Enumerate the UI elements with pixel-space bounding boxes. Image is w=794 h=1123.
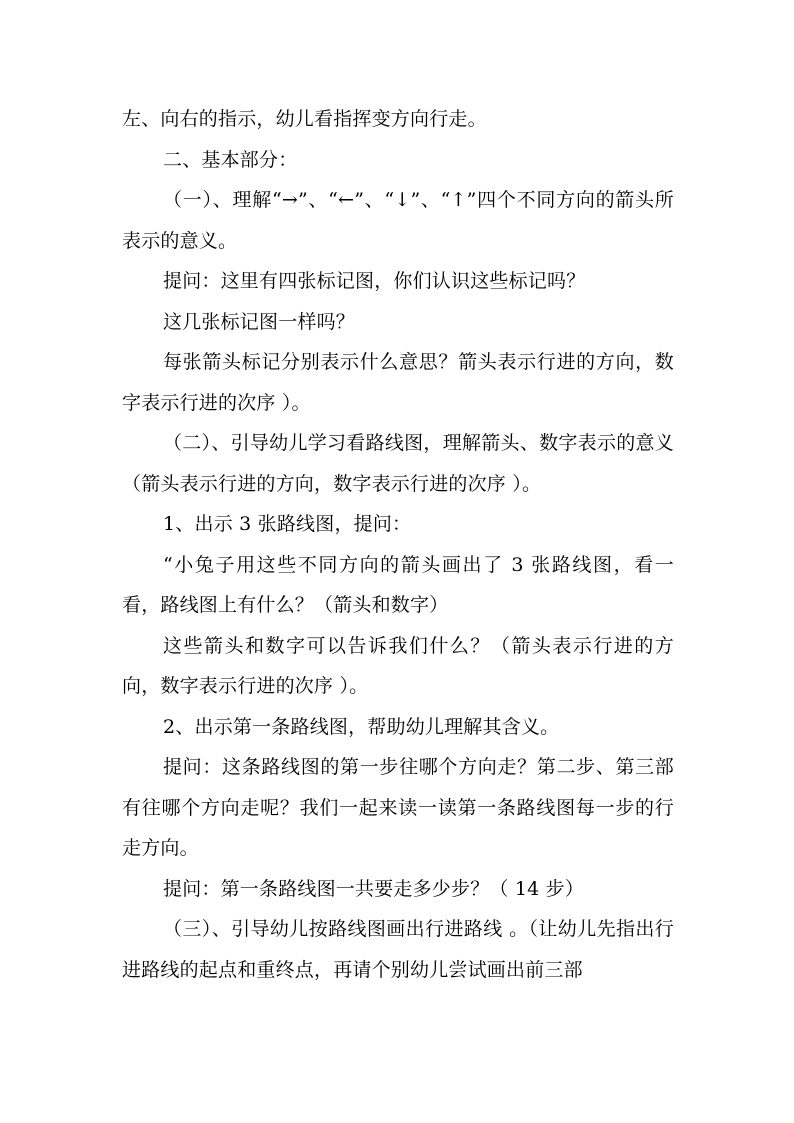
paragraph-2: 二、基本部分： [163,148,298,171]
paragraph-13: 提问：第一条路线图一共要走多少步？（ 14 步） [163,877,585,900]
paragraph-12: 提问：这条路线图的第一步往哪个方向走？第二步、第三部有往哪个方向走呢？我们一起来读一读第一条路线图每一步的行走方向。 [122,756,674,859]
paragraph-10: 这些箭头和数字可以告诉我们什么？（箭头表示行进的方向，数字表示行进的次序 ）。 [122,634,674,697]
paragraph-1: 左、向右的指示，幼儿看指挥变方向行走。 [122,108,487,130]
paragraph-9: “小兔子用这些不同方向的箭头画出了 3 张路线图，看一看，路线图上有什么？（箭头和数字） [122,553,674,616]
paragraph-11: 2、出示第一条路线图，帮助幼儿理解其含义。 [163,715,560,738]
paragraph-6: 每张箭头标记分别表示什么意思？箭头表示行进的方向，数字表示行进的次序 ）。 [122,351,674,414]
paragraph-8: 1、出示 3 张路线图，提问： [163,513,412,535]
paragraph-5: 这几张标记图一样吗？ [163,310,356,333]
paragraph-4: 提问：这里有四张标记图，你们认识这些标记吗？ [163,270,586,292]
paragraph-14: （三）、引导幼儿按路线图画出行进路线 。（让幼儿先指出行进路线的起点和重终点，再请个别幼儿尝试画出前三部 [122,918,674,981]
document-body [122,99,674,990]
paragraph-7: （二）、引导幼儿学习看路线图，理解箭头、数字表示的意义（箭头表示行进的方向，数字表示行进的次序 ）。 [122,432,674,495]
paragraph-3: （一）、理解“→”、“←”、“↓”、“↑”四个不同方向的箭头所表示的意义。 [122,189,674,252]
